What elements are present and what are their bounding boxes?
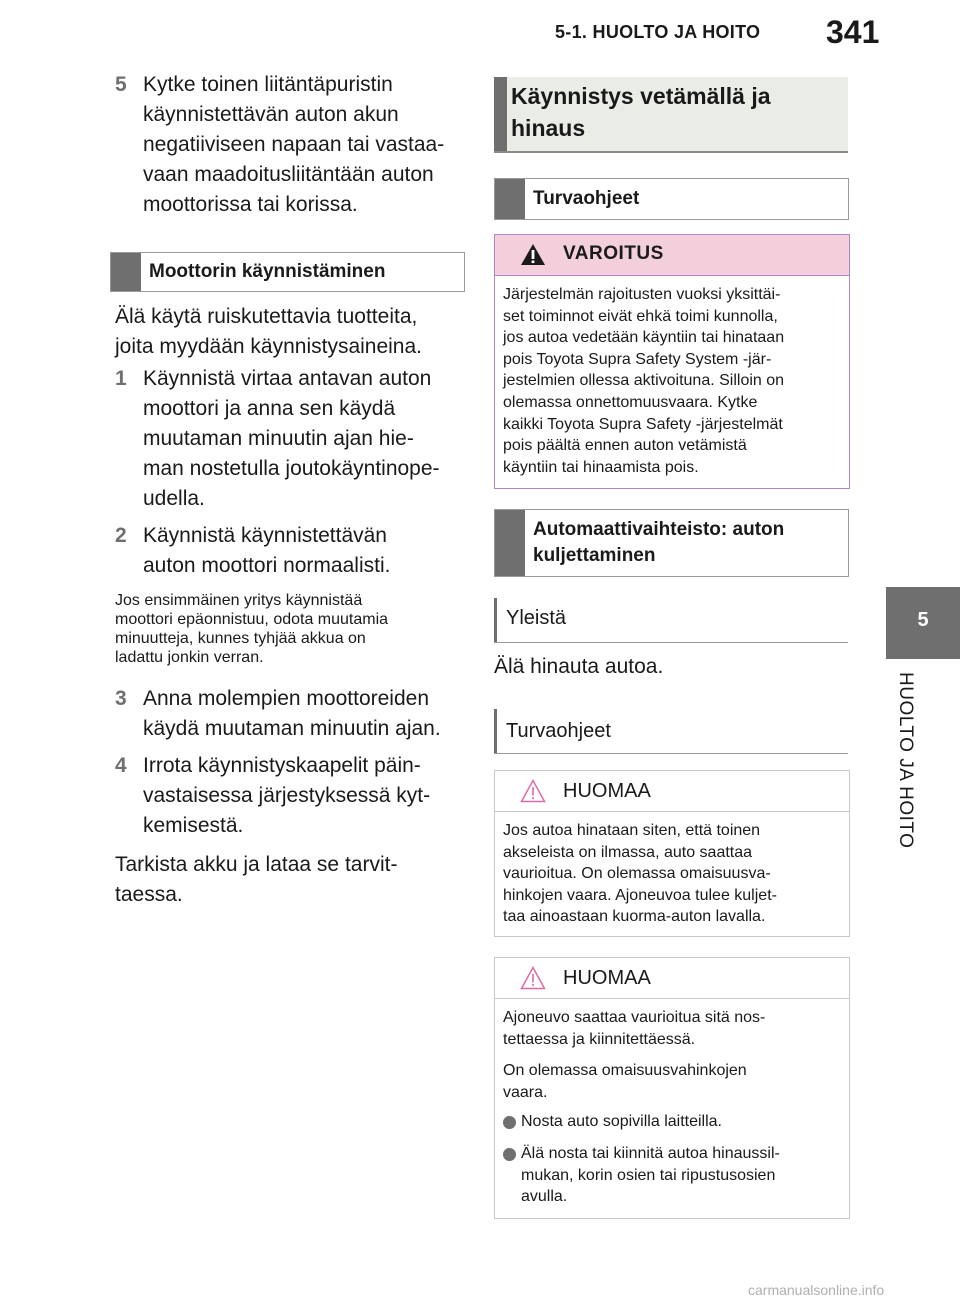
- subheading-text: Yleistä: [506, 607, 567, 629]
- bullet-dot-icon: [503, 1116, 516, 1129]
- notice-line: Jos autoa hinataan siten, että toinen: [503, 822, 761, 839]
- step-line: käynnistettävän auton akun: [143, 103, 399, 126]
- note-line: ladattu jonkin verran.: [115, 649, 264, 666]
- subheading-general: [494, 598, 848, 643]
- step-line: Irrota käynnistyskaapelit päin-: [143, 754, 421, 777]
- step-number: 3: [115, 687, 127, 710]
- chapter-label-text: HUOLTO JA HOITO: [895, 672, 916, 849]
- subheading-text: Turvaohjeet: [506, 720, 611, 742]
- notice-header: [495, 771, 849, 812]
- warning-text: [495, 276, 849, 486]
- heading-text: [511, 80, 771, 144]
- heading-bar: [495, 179, 525, 219]
- notice-line: vaara.: [503, 1083, 548, 1101]
- step-line: käydä muutaman minuutin ajan.: [143, 717, 441, 740]
- step-5: [115, 70, 465, 220]
- paragraph-line: Älä käytä ruiskutettavia tuotteita,: [115, 305, 418, 328]
- step-line: udella.: [143, 487, 205, 510]
- note-line: moottori epäonnistuu, odota muutamia: [115, 611, 389, 628]
- paragraph-line: taessa.: [115, 883, 183, 906]
- bullet-dot-icon: [503, 1148, 516, 1161]
- step-line: Kytke toinen liitäntäpuristin: [143, 73, 393, 96]
- chapter-tab[interactable]: [886, 587, 960, 659]
- heading-bar: [111, 253, 141, 291]
- heading-text: Turvaohjeet: [533, 188, 640, 209]
- heading-bar: [494, 77, 507, 151]
- step-line: Käynnistä käynnistettävän: [143, 524, 387, 547]
- heading-engine-start: [110, 252, 465, 292]
- notice-line: hinkojen vaara. Ajoneuvoa tulee kuljet-: [503, 886, 777, 904]
- step-line: man nostetulla joutokäyntinope-: [143, 457, 440, 480]
- notice-line: vaurioitua. On olemassa omaisuusva-: [503, 865, 771, 883]
- notice-line: tettaessa ja kiinnitettäessä.: [503, 1030, 696, 1048]
- step-line: vastaisessa järjestyksessä kyt-: [143, 784, 431, 807]
- bullet-line: mukan, korin osien tai ripustusosien: [521, 1166, 776, 1184]
- heading-line: Automaattivaihteisto: auton: [533, 519, 785, 540]
- warning-line: set toiminnot eivät ehkä toimi kunnolla,: [503, 307, 778, 325]
- notice-box-2: [494, 957, 850, 1219]
- step-line: muutaman minuutin ajan hie-: [143, 427, 414, 450]
- step-3: [115, 684, 465, 744]
- section-title: 5-1. HUOLTO JA HOITO: [555, 22, 761, 42]
- heading-line: kuljettaminen: [533, 545, 656, 566]
- heading-text: [533, 517, 784, 569]
- heading-text: Moottorin käynnistäminen: [149, 261, 386, 282]
- warning-box: [494, 234, 850, 489]
- warning-line: pois Toyota Supra Safety System -jär-: [503, 350, 772, 368]
- bullet-item: [503, 1143, 841, 1208]
- step-1: [115, 364, 465, 514]
- step-line: Anna molempien moottoreiden: [143, 687, 430, 710]
- step-number: 2: [115, 524, 127, 547]
- heading-bar: [495, 510, 525, 576]
- heading-line: Käynnistys vetämällä ja: [511, 83, 771, 109]
- notice-title: HUOMAA: [563, 967, 651, 989]
- step-line: Käynnistä virtaa antavan auton: [143, 367, 432, 390]
- warning-header: [495, 235, 849, 276]
- warning-line: Järjestelmän rajoitusten vuoksi yksittäi-: [503, 286, 781, 303]
- notice-line: akseleista on ilmassa, auto saattaa: [503, 843, 753, 861]
- paragraph-no-tow: Älä hinauta autoa.: [494, 655, 664, 678]
- bullet-line: Älä nosta tai kiinnitä autoa hinaussil-: [521, 1144, 780, 1162]
- subheading-bar: [494, 598, 497, 642]
- bullet-line: avulla.: [521, 1188, 568, 1206]
- notice-box-1: [494, 770, 850, 937]
- warning-title: VAROITUS: [563, 243, 664, 264]
- heading-line: hinaus: [511, 115, 586, 141]
- caution-triangle-icon: [520, 966, 546, 990]
- warning-triangle-icon: [520, 243, 546, 266]
- warning-line: kaikki Toyota Supra Safety -järjestelmät: [503, 415, 783, 433]
- step-line: vaan maadoitusliitäntään auton: [143, 163, 434, 186]
- bullet-item: [503, 1111, 841, 1133]
- main-heading-towing: [494, 77, 848, 153]
- chapter-label: [894, 672, 924, 872]
- paragraph-check-battery: [115, 850, 465, 910]
- heading-automatic-transmission: [494, 509, 849, 577]
- chapter-number: 5: [917, 609, 929, 631]
- paragraph-line: Tarkista akku ja lataa se tarvit-: [115, 853, 398, 876]
- step-line: negatiiviseen napaan tai vastaa-: [143, 133, 445, 156]
- step-line: auton moottori normaalisti.: [143, 554, 391, 577]
- notice-text: [495, 812, 849, 934]
- warning-line: pois päältä ennen auton vetämistä: [503, 437, 747, 455]
- notice-title: HUOMAA: [563, 780, 651, 802]
- bullet-line: Nosta auto sopivilla laitteilla.: [521, 1113, 722, 1131]
- caution-triangle-icon: [520, 779, 546, 803]
- heading-safety: [494, 178, 849, 220]
- notice-line: On olemassa omaisuusvahinkojen: [503, 1062, 747, 1080]
- note-line: Jos ensimmäinen yritys käynnistää: [115, 592, 363, 609]
- step-number: 1: [115, 367, 127, 390]
- step-number: 4: [115, 754, 127, 777]
- note-line: minuutteja, kunnes tyhjää akkua on: [115, 630, 366, 647]
- warning-line: jos autoa vedetään käyntiin tai hinataan: [503, 329, 785, 347]
- note-first-attempt: [115, 591, 465, 667]
- step-4: [115, 751, 465, 841]
- step-2: [115, 521, 465, 581]
- warning-line: jestelmien ollessa aktivoituna. Silloin on: [503, 372, 785, 390]
- notice-text: [495, 999, 849, 1214]
- step-number: 5: [115, 73, 127, 96]
- paragraph-line: joita myydään käynnistysaineina.: [115, 335, 423, 358]
- notice-line: Ajoneuvo saattaa vaurioitua sitä nos-: [503, 1009, 766, 1026]
- warning-line: olemassa onnettomuusvaara. Kytke: [503, 393, 758, 411]
- page-number: 341: [826, 14, 880, 50]
- subheading-bar: [494, 709, 497, 753]
- notice-line: taa ainoastaan kuorma-auton lavalla.: [503, 908, 766, 926]
- warning-line: käyntiin tai hinaamista pois.: [503, 458, 699, 476]
- paragraph-spray: [115, 302, 465, 362]
- subheading-safety: [494, 709, 848, 754]
- step-line: moottori ja anna sen käydä: [143, 397, 396, 420]
- footer-watermark[interactable]: carmanualsonline.info: [748, 1282, 885, 1298]
- step-line: moottorissa tai korissa.: [143, 193, 358, 216]
- step-line: kemisestä.: [143, 814, 244, 837]
- notice-header: [495, 958, 849, 999]
